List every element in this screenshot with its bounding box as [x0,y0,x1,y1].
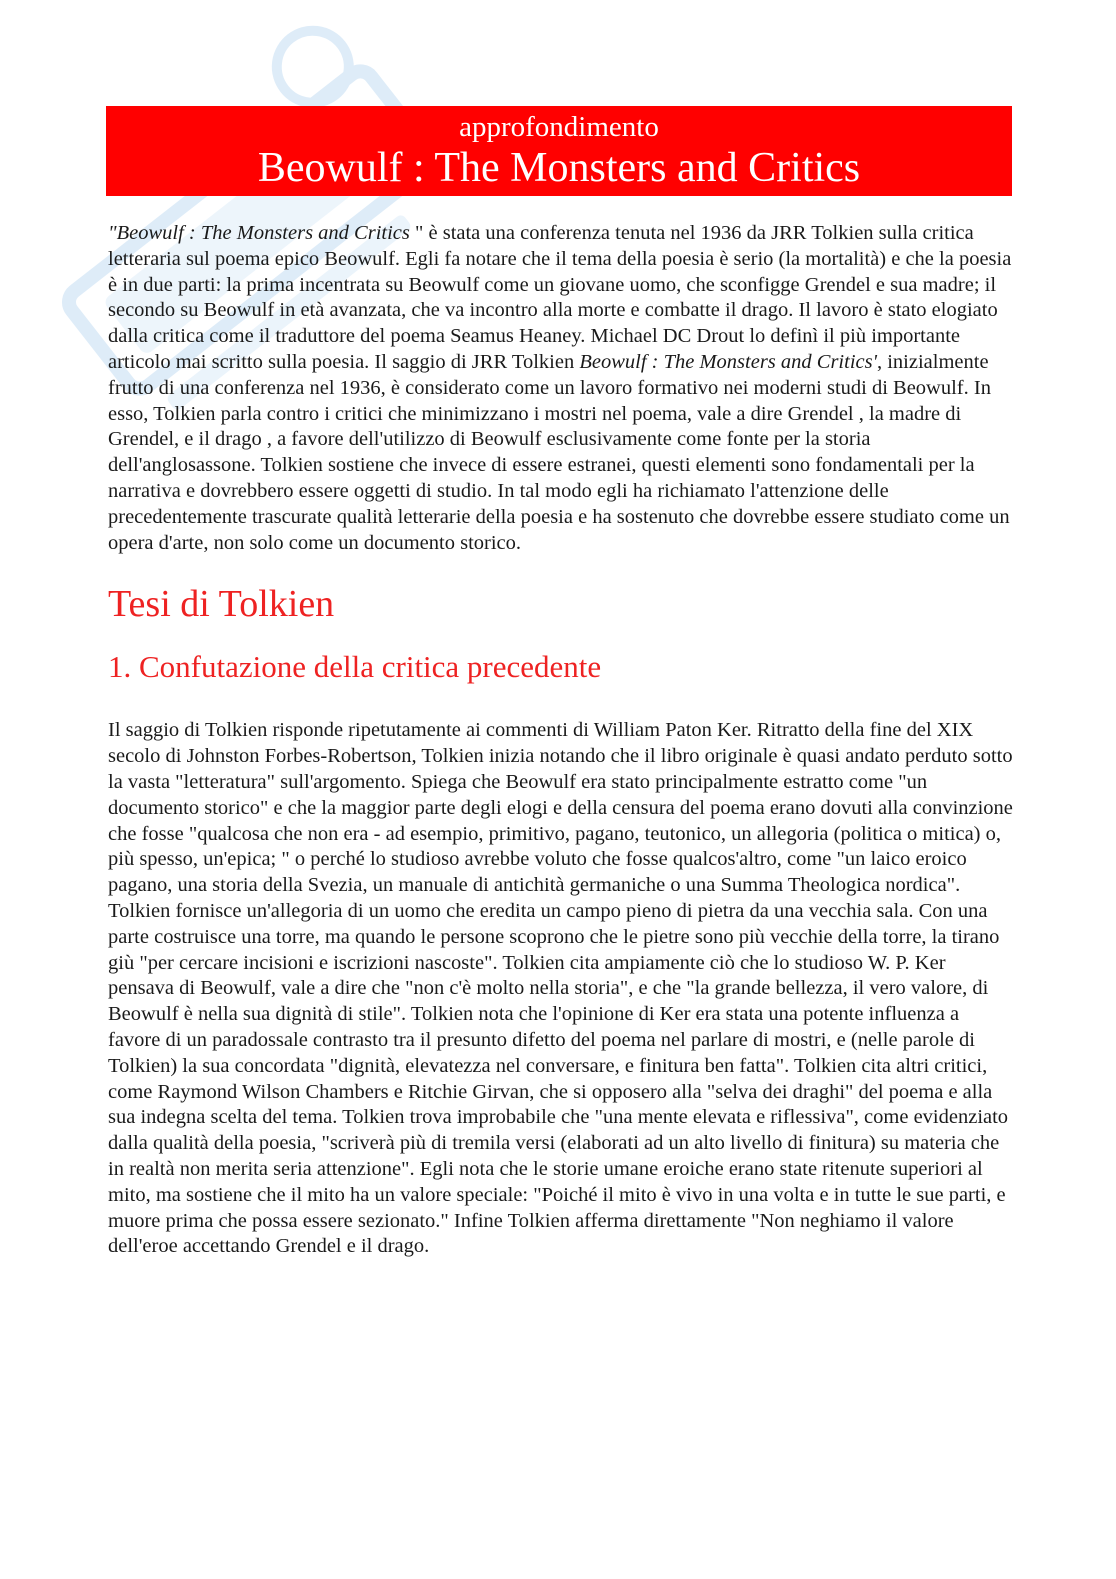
title-banner [106,106,1012,196]
intro-essay-italic: Beowulf : The Monsters and Critics' [579,350,877,373]
banner-subtitle: approfondimento [459,111,659,143]
document-body [108,221,1014,1260]
intro-title-quote: " [108,222,117,244]
intro-paragraph [108,221,1014,556]
banner-title: Beowulf : The Monsters and Critics [257,145,861,191]
intro-text-part1: " è stata una conferenza tenuta nel 1936 da JRR Tolkien sulla critica letteraria sul poema epico Beowulf. Egli fa notare che il tema della poesia è serio (la mortalità) e che la poesia è in due parti: la prima incentrata su Beowulf come un giovane uomo, che sconfigge Grendel e sua madre; il secondo su Beowulf in età avanzata, che va incontro alla morte e combatte il drago. Il lavoro è stato elogiato dalla critica come il traduttore del poema Seamus Heaney. Michael DC Drout lo definì il più importante articolo mai scritto sulla poesia. Il saggio di JRR Tolkien [108,222,1012,373]
subsection-heading: 1. Confutazione della critica precedente [108,649,602,685]
section-body-paragraph: Il saggio di Tolkien risponde ripetutamente ai commenti di William Paton Ker. Ritratto della fine del XIX secolo di Johnston Forbes-Robertson, Tolkien inizia notando che il libro originale è quasi andato perduto sotto la vasta "letteratura" sull'argomento. Spiega che Beowulf era stato principalmente estratto come "un documento storico" e che la maggior parte degli elogi e della censura del poema erano dovuti alla convinzione che fosse "qualcosa che non era - ad esempio, primitivo, pagano, teutonico, un allegoria (politica o mitica) o, più spesso, un'epica; " o perché lo studioso avrebbe voluto che fosse qualcos'altro, come "un laico eroico pagano, una storia della Svezia, un manuale di antichità germaniche o una Summa Theologica nordica". Tolkien fornisce un'allegoria di un uomo che eredita un campo pieno di pietra da una vecchia sala. Con una parte costruisce una torre, ma quando le persone scoprono che le pietre sono più vecchie della torre, la tirano giù "per cercare incisioni e iscrizioni nascoste". Tolkien cita ampiamente ciò che lo studioso W. P. Ker pensava di Beowulf, vale a dire che "non c'è molto nella storia", e che "la grande bellezza, il vero valore, di Beowulf è nella sua dignità di stile". Tolkien nota che l'opinione di Ker era stata una potente influenza a favore di un paradossale contrasto tra il presunto difetto del poema nel parlare di mostri, e (nelle parole di Tolkien) la sua concordata "dignità, elevatezza nel conversare, e finitura ben fatta". Tolkien cita altri critici, come Raymond Wilson Chambers e Ritchie Girvan, che si opposero alla "selva dei draghi" del poema e alla sua indegna scelta del tema. Tolkien trova improbabile che "una mente elevata e riflessiva", come evidenziato dalla qualità della poesia, "scriverà più di tremila versi (elaborati ad un alto livello di finitura) su materia che in realtà non merita seria attenzione". Egli nota che le storie umane eroiche erano state ritenute superiori al mito, ma sostiene che il mito ha un valore speciale: "Poiché il mito è vivo in una volta e in tutte le sue parti, e muore prima che possa essere sezionato." Infine Tolkien afferma direttamente "Non neghiamo il valore dell'eroe accettando Grendel e il drago. [108,719,1013,1258]
intro-title-italic: Beowulf : The Monsters and Critics [116,222,410,244]
section-heading: Tesi di Tolkien [108,583,335,626]
intro-text-part2: , inizialmente frutto di una conferenza nel 1936, è considerato come un lavoro formativo nei moderni studi di Beowulf. In esso, Tolkien parla contro i critici che minimizzano i mostri nel poema, vale a dire Grendel , la madre di Grendel, e il drago , a favore dell'utilizzo di Beowulf esclusivamente come fonte per la storia dell'anglosassone. Tolkien sostiene che invece di essere estranei, questi elementi sono fondamentali per la narrativa e dovrebbero essere oggetti di studio. In tal modo egli ha richiamato l'attenzione delle precedentemente trascurate qualità letterarie della poesia e ha sostenuto che dovrebbe essere studiato come un opera d'arte, non solo come un documento storico. [108,350,1010,554]
